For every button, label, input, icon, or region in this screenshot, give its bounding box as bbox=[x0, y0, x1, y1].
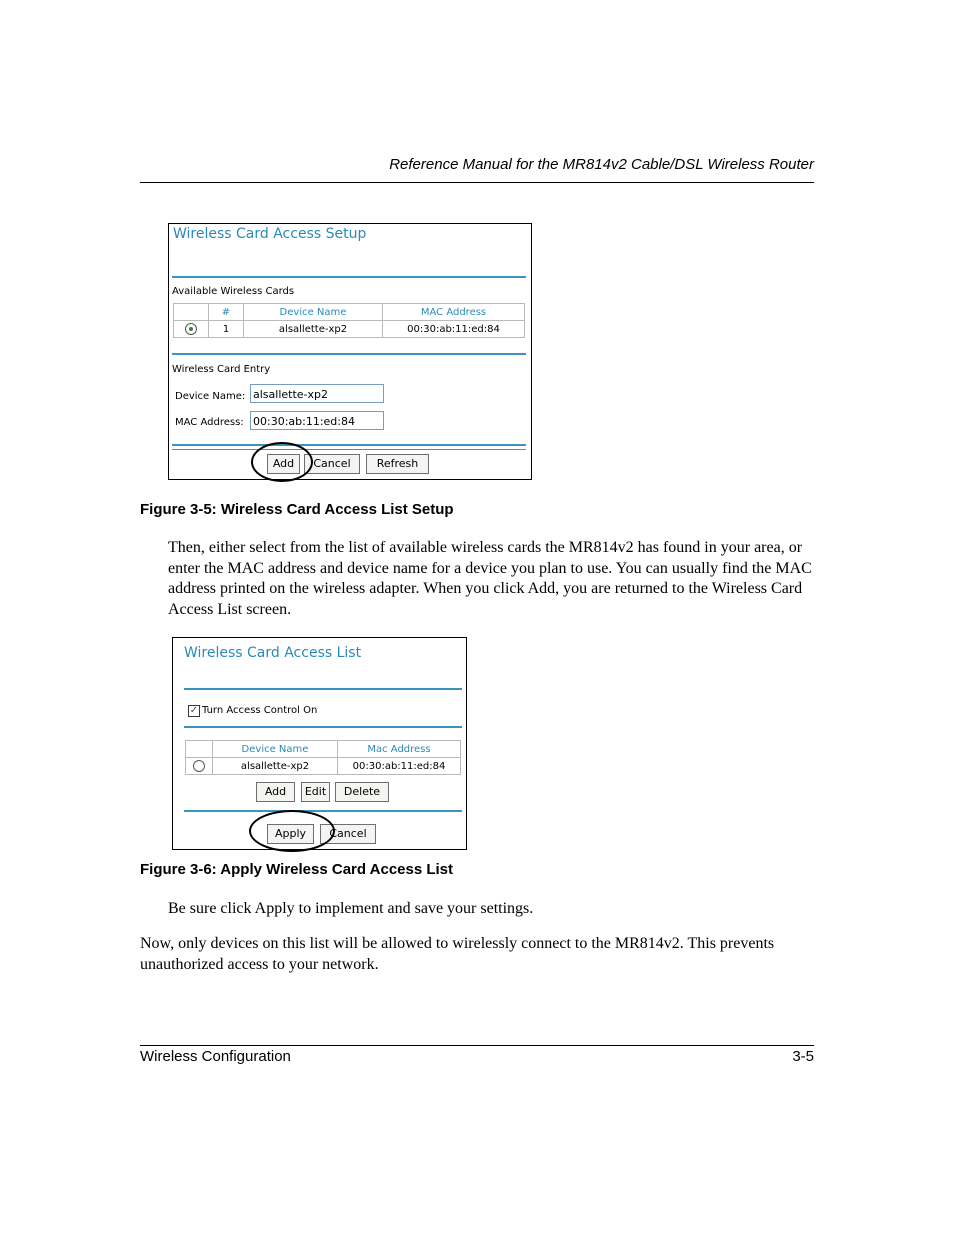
apply-callout-circle bbox=[249, 810, 335, 852]
table-row bbox=[174, 321, 525, 338]
wireless-card-access-setup-panel bbox=[168, 223, 532, 480]
column-device-name: Device Name bbox=[244, 304, 383, 321]
footer-page-number: 3-5 bbox=[792, 1048, 814, 1065]
table-row bbox=[186, 758, 461, 775]
device-name-input[interactable]: alsallette-xp2 bbox=[250, 384, 384, 403]
row-select-cell[interactable] bbox=[186, 758, 213, 775]
column-device-name: Device Name bbox=[213, 741, 338, 758]
panel-title: Wireless Card Access List bbox=[184, 645, 362, 661]
buttons-separator bbox=[184, 810, 462, 812]
running-header: Reference Manual for the MR814v2 Cable/DSL Wireless Router bbox=[389, 156, 814, 173]
mac-address-input[interactable]: 00:30:ab:11:ed:84 bbox=[250, 411, 384, 430]
device-name-label: Device Name: bbox=[175, 391, 246, 402]
access-control-checkbox[interactable]: ✓ bbox=[189, 705, 199, 716]
row-number: 1 bbox=[209, 321, 244, 338]
figure-3-5-caption: Figure 3-5: Wireless Card Access List Setup bbox=[140, 501, 454, 518]
delete-button[interactable]: Delete bbox=[335, 782, 389, 802]
row-mac-address: 00:30:ab:11:ed:84 bbox=[338, 758, 461, 775]
row-select-radio[interactable] bbox=[185, 323, 197, 335]
edit-button[interactable]: Edit bbox=[301, 782, 330, 802]
row-device-name: alsallette-xp2 bbox=[213, 758, 338, 775]
table-header-row bbox=[186, 741, 461, 758]
checkbox-separator bbox=[184, 726, 462, 728]
column-select bbox=[186, 741, 213, 758]
row-select-cell[interactable] bbox=[174, 321, 209, 338]
footer-section-title: Wireless Configuration bbox=[140, 1048, 291, 1065]
column-select bbox=[174, 304, 209, 321]
body-paragraph-3: Now, only devices on this list will be allowed to wirelessly connect to the MR814v2. This prevents unauthorized access to your network. bbox=[140, 935, 775, 973]
column-mac-address: Mac Address bbox=[338, 741, 461, 758]
list-separator bbox=[172, 353, 526, 355]
cancel-button[interactable]: Cancel bbox=[320, 824, 376, 844]
add-button[interactable]: Add bbox=[256, 782, 295, 802]
column-mac-address: MAC Address bbox=[383, 304, 525, 321]
available-cards-table bbox=[173, 303, 525, 338]
wireless-card-access-list-panel bbox=[172, 637, 467, 850]
title-separator bbox=[172, 276, 526, 278]
column-number: # bbox=[209, 304, 244, 321]
row-device-name: alsallette-xp2 bbox=[244, 321, 383, 338]
cancel-button[interactable]: Cancel bbox=[304, 454, 360, 474]
buttons-separator bbox=[172, 444, 526, 450]
title-separator bbox=[184, 688, 462, 690]
available-cards-heading: Available Wireless Cards bbox=[172, 286, 295, 297]
apply-button[interactable]: Apply bbox=[267, 824, 314, 844]
access-list-table bbox=[185, 740, 461, 775]
table-header-row bbox=[174, 304, 525, 321]
add-button[interactable]: Add bbox=[267, 454, 300, 474]
footer-rule bbox=[140, 1045, 814, 1046]
wireless-card-entry-heading: Wireless Card Entry bbox=[172, 364, 271, 375]
access-control-label: Turn Access Control On bbox=[202, 705, 318, 716]
body-paragraph-1: Then, either select from the list of available wireless cards the MR814v2 has found in your area, or enter the MAC address and device name for a device you plan to use. You can usually find the MAC address printed on the wireless adapter. When you click Add, you are returned to the Wireless Card Access List screen. bbox=[168, 539, 812, 618]
body-paragraph-2: Be sure click Apply to implement and save your settings. bbox=[168, 900, 534, 917]
row-select-radio[interactable] bbox=[193, 760, 205, 772]
refresh-button[interactable]: Refresh bbox=[366, 454, 429, 474]
mac-address-label: MAC Address: bbox=[175, 417, 244, 428]
add-callout-circle bbox=[251, 442, 313, 482]
header-rule bbox=[140, 182, 814, 183]
panel-title: Wireless Card Access Setup bbox=[173, 226, 367, 242]
figure-3-6-caption: Figure 3-6: Apply Wireless Card Access List bbox=[140, 861, 454, 878]
row-mac-address: 00:30:ab:11:ed:84 bbox=[383, 321, 525, 338]
